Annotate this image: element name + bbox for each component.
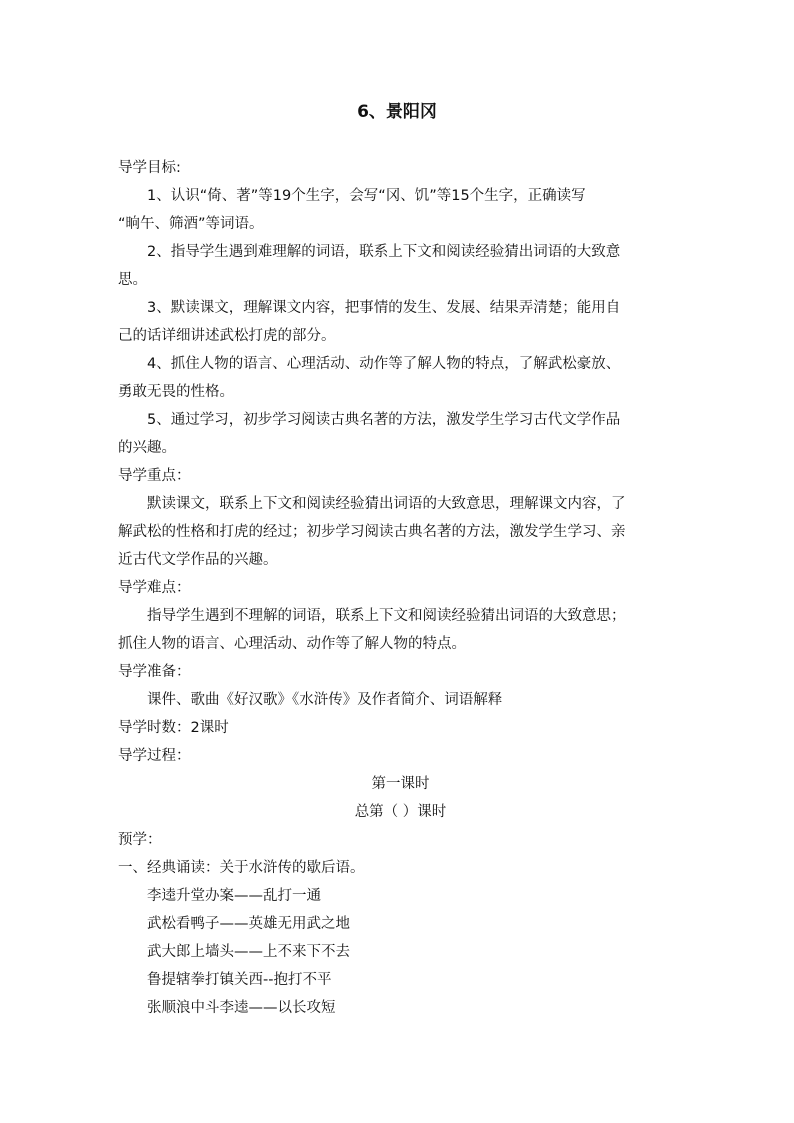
- classic-reading-heading: 一、经典诵读：关于水浒传的歇后语。: [118, 860, 365, 876]
- goal-1-line-2: “晌午、筛酒”等词语。: [118, 216, 264, 232]
- saying-3: 武大郎上墙头——上不来下不去: [147, 944, 350, 960]
- class-hours-line: 导学时数：2课时: [118, 720, 229, 736]
- saying-1: 李逵升堂办案——乱打一通: [147, 888, 321, 904]
- goal-5-line-1: 5、通过学习，初步学习阅读古典名著的方法，激发学生学习古代文学作品: [147, 412, 621, 428]
- key-points-line-1: 默读课文，联系上下文和阅读经验猜出词语的大致意思，理解课文内容，了: [147, 496, 626, 512]
- section-heading-preparation: 导学准备：: [118, 664, 191, 680]
- goal-4-line-1: 4、抓住人物的语言、心理活动、动作等了解人物的特点，了解武松豪放、: [147, 356, 621, 372]
- lesson-one-heading: 第一课时: [371, 776, 430, 792]
- goal-2-line-1: 2、指导学生遇到难理解的词语，联系上下文和阅读经验猜出词语的大致意: [147, 244, 621, 260]
- goal-2-line-2: 思。: [118, 272, 147, 288]
- preparation-line: 课件、歌曲《好汉歌》《水浒传》及作者简介、词语解释: [147, 692, 503, 708]
- saying-4: 鲁提辖拳打镇关西--抱打不平: [147, 972, 332, 988]
- total-lesson-count: 总第（ ）课时: [354, 804, 447, 820]
- goal-4-line-2: 勇敢无畏的性格。: [118, 384, 234, 400]
- section-heading-prestudy: 预学：: [118, 832, 162, 848]
- document-title: 6、景阳冈: [357, 102, 437, 122]
- goal-1-line-1: 1、认识“倚、著”等19个生字，会写“冈、饥”等15个生字，正确读写: [147, 188, 586, 204]
- document-body: [118, 154, 683, 1022]
- section-heading-goals: 导学目标:: [118, 160, 181, 176]
- saying-5: 张顺浪中斗李逵——以长攻短: [147, 1000, 336, 1016]
- goal-5-line-2: 的兴趣。: [118, 440, 176, 456]
- section-heading-difficulties: 导学难点：: [118, 580, 191, 596]
- goal-3-line-1: 3、默读课文，理解课文内容，把事情的发生、发展、结果弄清楚；能用自: [147, 300, 621, 316]
- key-points-line-3: 近古代文学作品的兴趣。: [118, 552, 278, 568]
- difficulties-line-2: 抓住人物的语言、心理活动、动作等了解人物的特点。: [118, 636, 466, 652]
- section-heading-process: 导学过程：: [118, 748, 191, 764]
- saying-2: 武松看鸭子——英雄无用武之地: [147, 916, 350, 932]
- goal-3-line-2: 己的话详细讲述武松打虎的部分。: [118, 328, 336, 344]
- section-heading-key-points: 导学重点：: [118, 468, 191, 484]
- difficulties-line-1: 指导学生遇到不理解的词语，联系上下文和阅读经验猜出词语的大致意思；: [147, 608, 626, 624]
- key-points-line-2: 解武松的性格和打虎的经过；初步学习阅读古典名著的方法，激发学生学习、亲: [118, 524, 626, 540]
